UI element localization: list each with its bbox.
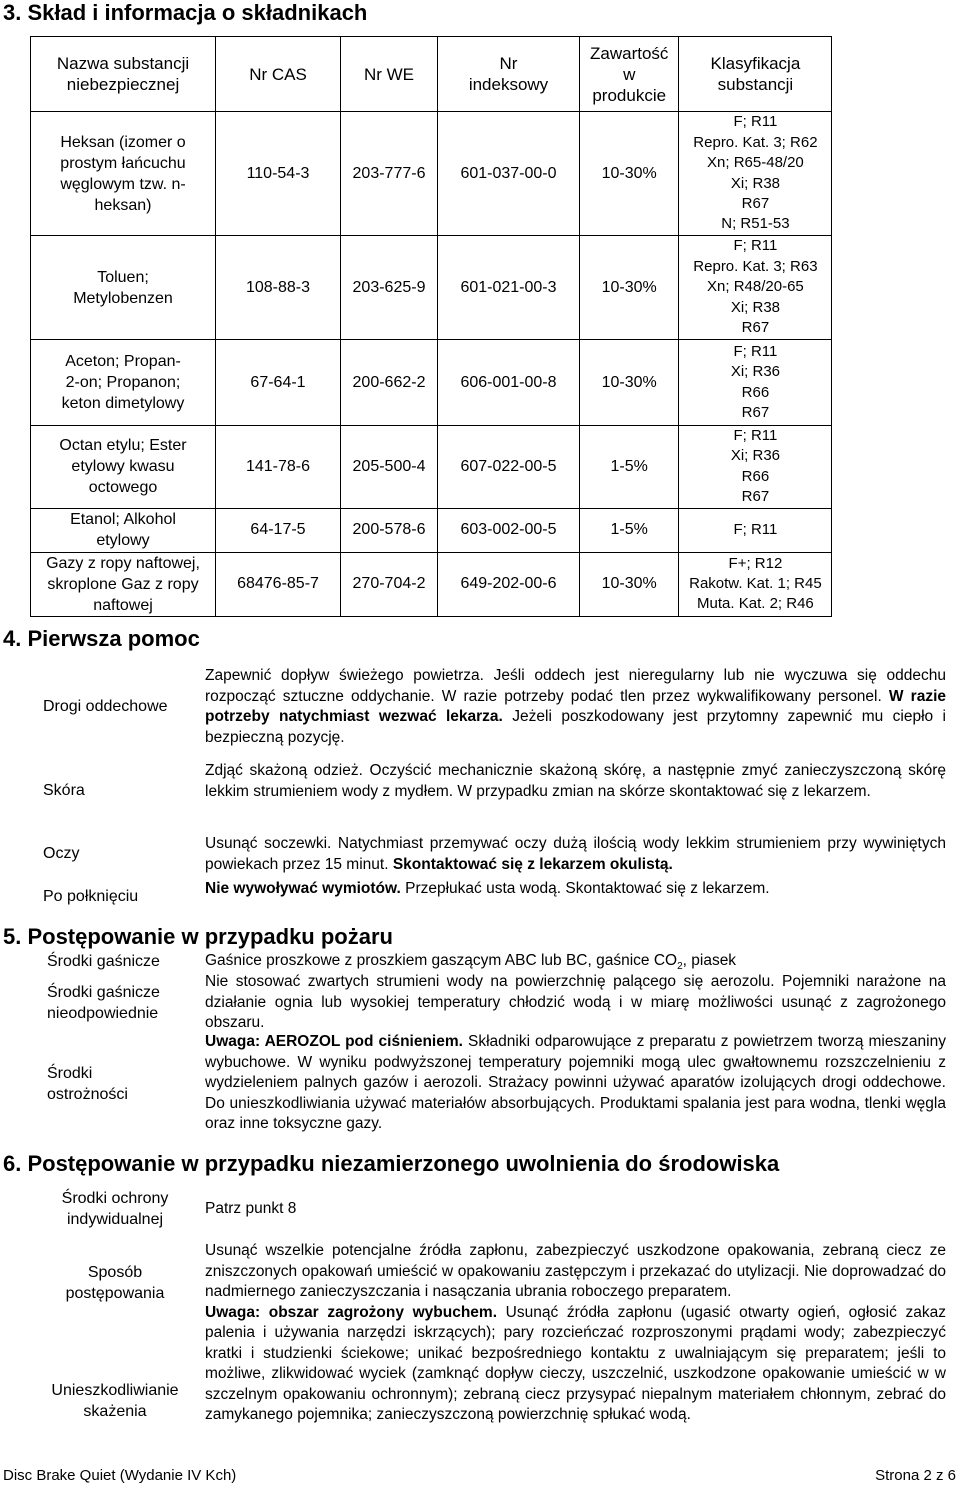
classification-line: R66 (741, 383, 770, 401)
header-class: Klasyfikacja substancji (679, 37, 832, 112)
eyes-text-part: Usunąć soczewki. Natychmiast przemywać oczy dużą ilością wody lekkim strumieniem przy wywiniętych powiekach przez 15 minut. (205, 835, 946, 873)
precaution-label: Środki ostrożności (47, 1065, 128, 1103)
content-value: 1-5% (580, 508, 679, 552)
substance-name: Gazy z ropy naftowej, skroplone Gaz z ropy naftowej (31, 552, 216, 616)
section3-title: 3. Skład i informacja o składnikach (3, 0, 368, 25)
we-number: 270-704-2 (341, 552, 438, 616)
content-value: 10-30% (580, 340, 679, 426)
content-value: 10-30% (580, 552, 679, 616)
classification-line: Xn; R65-48/20 (707, 154, 804, 172)
classification (679, 340, 832, 426)
index-number: 607-022-00-5 (438, 426, 580, 509)
header-name: Nazwa substancji niebezpiecznej (31, 37, 216, 112)
table-row (31, 340, 832, 426)
we-number: 200-578-6 (341, 508, 438, 552)
index-number: 601-021-00-3 (438, 236, 580, 340)
classification-line: R67 (741, 403, 770, 421)
header-content: Zawartość w produkcie (580, 37, 679, 112)
unsuitable-label: Środki gaśnicze nieodpowiednie (47, 984, 160, 1022)
cas-number: 64-17-5 (216, 508, 341, 552)
classification-line: Muta. Kat. 2; R46 (697, 595, 814, 613)
classification-line: Xi; R38 (730, 174, 781, 192)
classification-line: Repro. Kat. 3; R63 (693, 257, 818, 275)
substance-name: Heksan (izomer o prostym łańcuchu węglowym tzw. n-heksan) (31, 112, 216, 236)
index-number: 649-202-00-6 (438, 552, 580, 616)
classification-line: Xi; R36 (730, 447, 781, 465)
procedure-text-part: Usunąć źródła zapłonu (ugasić otwarty ogień, ogłosić zakaz palenia i używania narzędzi iskrzących); pary rozcieńczać rozproszonymi prądami wody; zabezpieczyć kratki i studzienki ściekowe; unikać bezpośredniego kontaktu z uwalniającym się preparatem; jeśli to możliwe, zlikwidować wyciek (zamknąć dopływ cieczy, uszczelnić, uszkodzone opakowanie umieścić w w szczelnym opakowaniu ochronnym); zebraną ciecz przysypać niepalnym materiałem chłonnym, zebrać do zamykanego pojemnika; zanieczyszczoną powierzchnię spłukać wodą. (205, 1303, 946, 1423)
extinguishing-text-part: Gaśnice proszkowe z proszkiem gaszącym ABC lub BC, gaśnice CO (205, 952, 678, 969)
swallow-label: Po połknięciu (43, 888, 139, 905)
cleanup-label: Unieszkodliwianie skażenia (51, 1382, 179, 1420)
skin-text: Zdjąć skażoną odzież. Oczyścić mechanicznie skażoną skórę, a następnie zmyć zanieczyszczoną skórę lekkim strumieniem wody z mydłem. W przypadku zmian na skórze skontaktować się z lekarzem. (205, 762, 946, 800)
header-index: Nr indeksowy (438, 37, 580, 112)
swallow-text-part: Przepłukać usta wodą. Skontaktować się z lekarzem. (400, 880, 770, 897)
table-row (31, 552, 832, 616)
we-number: 203-625-9 (341, 236, 438, 340)
swallow-bold-text: Nie wywoływać wymiotów. (205, 880, 401, 897)
substance-name: Aceton; Propan-2-on; Propanon; keton dimetylowy (31, 340, 216, 426)
table-row (31, 236, 832, 340)
table-header-row (31, 37, 832, 112)
we-number: 205-500-4 (341, 426, 438, 509)
airways-text-part: Jeżeli poszkodowany jest przytomny zapewnić mu ciepło i bezpieczną pozycję. (205, 708, 947, 746)
procedure-label: Sposób postępowania (65, 1264, 165, 1302)
index-number: 601-037-00-0 (438, 112, 580, 236)
unsuitable-text: Nie stosować zwartych strumieni wody na powierzchnię palącego się aerozolu. Pojemniki narażone na działanie ognia lub wysokiej temperatury chłodzić wodą i w miarę możliwości usunąć z zagrożonego obszaru. (205, 973, 946, 1031)
classification-line: F; R11 (733, 237, 778, 255)
substance-name: Octan etylu; Ester etylowy kwasu octowego (31, 426, 216, 509)
procedure-text (205, 1241, 946, 1426)
classification-line: R67 (741, 488, 770, 506)
classification-line: R67 (741, 194, 770, 212)
swallow-text (205, 879, 770, 900)
classification (679, 426, 832, 509)
co2-subscript: 2 (677, 961, 683, 973)
classification-line: N; R51-53 (721, 215, 790, 233)
section4-title: 4. Pierwsza pomoc (3, 626, 200, 651)
header-cas: Nr CAS (216, 37, 341, 112)
we-number: 200-662-2 (341, 340, 438, 426)
table-row (31, 426, 832, 509)
content-value: 1-5% (580, 426, 679, 509)
classification-line: Xi; R36 (730, 363, 781, 381)
airways-text-part: Zapewnić dopływ świeżego powietrza. Jeśli oddech jest nieregularny lub nie wyczuwa się oddechu rozpocząć sztuczne oddychanie. W razie potrzeby podać tlen przez wykwalifikowany personel. (205, 667, 946, 705)
we-number: 203-777-6 (341, 112, 438, 236)
section5-title: 5. Postępowanie w przypadku pożaru (3, 924, 393, 949)
precaution-text (205, 1032, 946, 1135)
extinguishing-text-part: , piasek (682, 952, 737, 969)
classification-line: Xn; R48/20-65 (707, 278, 804, 296)
footer-document-name: Disc Brake Quiet (Wydanie IV Kch) (3, 1467, 237, 1484)
eyes-bold-text: Skontaktować się z lekarzem okulistą. (392, 855, 673, 873)
skin-label: Skóra (43, 782, 85, 799)
index-number: 603-002-00-5 (438, 508, 580, 552)
substances-table (30, 36, 832, 617)
extinguishing-text (205, 951, 736, 972)
classification-line: F; R11 (733, 427, 778, 444)
eyes-text (205, 834, 946, 875)
classification-line: F; R11 (733, 520, 778, 538)
airways-label: Drogi oddechowe (43, 698, 168, 715)
classification-line: R66 (741, 467, 770, 485)
substance-name: Toluen; Metylobenzen (31, 236, 216, 340)
classification-line: Xi; R38 (730, 298, 781, 316)
precaution-bold-text: Uwaga: AEROZOL pod ciśnieniem. (205, 1033, 463, 1050)
cas-number: 67-64-1 (216, 340, 341, 426)
cas-number: 141-78-6 (216, 426, 341, 509)
precaution-text-part: Składniki odparowujące z preparatu z powietrzem tworzą mieszaniny wybuchowe. W wyniku podwyższonej temperatury pojemniki mogą ulec gwałtownemu rozszczelnieniu z wydzieleniem palnych gazów i aerozoli. Strażacy powinni używać aparatów izolujących drogi oddechowe. Do unieszkodliwiania używać materiałów absorbujących. Produktami spalania jest para wodna, tlenki węgla oraz inne toksyczne gazy. (205, 1033, 946, 1132)
section6-title: 6. Postępowanie w przypadku niezamierzonego uwolnienia do środowiska (3, 1151, 780, 1176)
classification-line: Rakotw. Kat. 1; R45 (689, 574, 822, 592)
procedure-bold-text: Uwaga: obszar zagrożony wybuchem. (205, 1303, 498, 1321)
classification (679, 236, 832, 340)
cas-number: 108-88-3 (216, 236, 341, 340)
table-row (31, 508, 832, 552)
content-value: 10-30% (580, 236, 679, 340)
eyes-label: Oczy (43, 845, 80, 862)
classification-line: Repro. Kat. 3; R62 (693, 133, 818, 151)
classification-line: F; R11 (733, 113, 778, 131)
footer-page-number: Strona 2 z 6 (875, 1467, 956, 1484)
index-number: 606-001-00-8 (438, 340, 580, 426)
ppe-label: Środki ochrony indywidualnej (61, 1190, 169, 1228)
substance-name: Etanol; Alkohol etylowy (31, 508, 216, 552)
classification-line: R67 (741, 319, 770, 337)
classification-line: F+; R12 (728, 554, 783, 572)
table-row (31, 112, 832, 236)
classification (679, 112, 832, 236)
classification (679, 552, 832, 616)
content-value: 10-30% (580, 112, 679, 236)
cas-number: 68476-85-7 (216, 552, 341, 616)
classification-line: F; R11 (733, 342, 778, 360)
cas-number: 110-54-3 (216, 112, 341, 236)
procedure-text-part: Usunąć wszelkie potencjalne źródła zapłonu, zabezpieczyć uszkodzone opakowania, zebraną ciecz ze zniszczonych opakowań umieścić w opakowaniu zastępczym i przekazać do utylizacji. Nie doprowadzać do nadmiernego zanieczyszczania i nasączania ubrania roboczego preparatem. (205, 1242, 946, 1300)
header-we: Nr WE (341, 37, 438, 112)
airways-bold-text: W razie potrzeby natychmiast wezwać lekarza. (205, 687, 946, 725)
extinguishing-label: Środki gaśnicze (47, 953, 160, 970)
classification (679, 508, 832, 552)
airways-text (205, 666, 946, 748)
ppe-text: Patrz punkt 8 (205, 1200, 297, 1217)
